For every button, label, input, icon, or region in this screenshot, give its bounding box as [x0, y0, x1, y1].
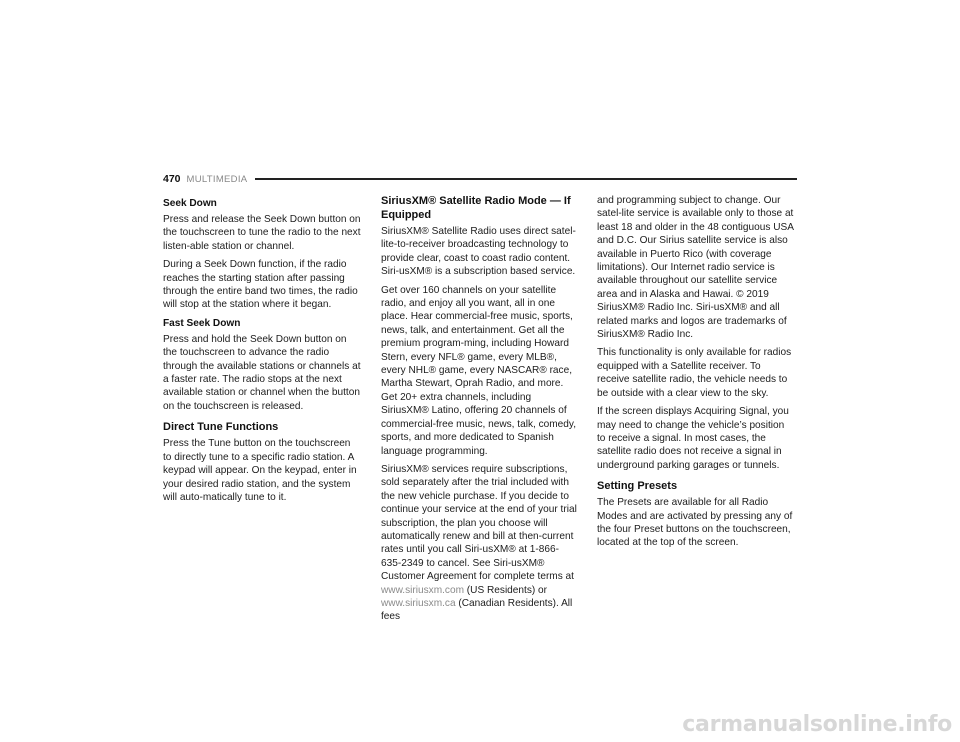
column-middle — [381, 194, 579, 629]
page-number: 470 — [163, 173, 181, 185]
siriusxm-paragraph-3 — [381, 463, 579, 624]
header-rule — [255, 178, 797, 180]
continuation-paragraph-2: This functionality is only available for radios equipped with a Satellite receiver. To receive satellite radio, the vehicle needs to be outside with a clear view to the sky. — [597, 347, 792, 399]
direct-tune-heading: Direct Tune Functions — [163, 421, 279, 434]
seek-down-paragraph-2: During a Seek Down function, if the radio reaches the starting station after passing through the entire band two times, the radio will stop at the station where it began. — [163, 259, 358, 311]
siriusxm-paragraph-3-text-a: SiriusXM® services require subscriptions, sold separately after the trial included with the new vehicle purchase. If you decide to continue your service at the end of your trial subscription, the plan you choose will automatically renew and bill at then-current rates until you call Siri-usXM® at 1-866-635-2349 to cancel. See Siri-usXM® Customer Agreement for complete terms at — [381, 463, 577, 583]
siriusxm-heading: SiriusXM® Satellite Radio Mode — If Equipped — [381, 195, 571, 221]
continuation-paragraph-3: If the screen displays Acquiring Signal, you may need to change the vehicle’s position to receive a signal. In most cases, the satellite radio does not receive a signal in underground parking garages or tunnels. — [597, 406, 789, 471]
column-left — [163, 194, 361, 509]
page-header — [163, 171, 797, 187]
section-name: MULTIMEDIA — [186, 173, 248, 185]
seek-down-paragraph-1: Press and release the Seek Down button on the touchscreen to tune the radio to the next listen-able station or channel. — [163, 214, 361, 252]
siriusxm-paragraph-3-text-b: (US Residents) or — [464, 584, 548, 596]
siriusxm-us-link[interactable]: www.siriusxm.com — [381, 584, 464, 596]
fast-seek-down-heading: Fast Seek Down — [163, 317, 241, 329]
setting-presets-heading: Setting Presets — [597, 480, 678, 493]
column-right — [597, 194, 795, 555]
siriusxm-paragraph-2: Get over 160 channels on your satellite radio, and enjoy all you want, all in one place. Hear commercial-free music, sports, news, talk, and entertainment. Get all the premium program-ming, including Howard Stern, every NFL® game, every MLB®, every NHL® game, every NASCAR® race, Martha Stewart, Oprah Radio, and more. Get 20+ extra channels, including SiriusXM® Latino, offering 20 channels of commercial-free music, news, talk, comedy, sports, and more dedicated to Spanish language programming. — [381, 284, 577, 457]
fast-seek-down-paragraph: Press and hold the Seek Down button on the touchscreen to advance the radio through the available stations or channels at a faster rate. The radio stops at the next available station or channel when the button on the touchscreen is released. — [163, 333, 361, 412]
direct-tune-paragraph: Press the Tune button on the touchscreen to directly tune to a specific radio station. A keypad will appear. On the keypad, enter in your desired radio station, and the system will auto-matically tune to it. — [163, 438, 357, 503]
watermark: carmanualsonline.info — [682, 712, 952, 737]
siriusxm-paragraph-1: SiriusXM® Satellite Radio uses direct satel-lite-to-receiver broadcasting technology to provide clear, coast to coast radio content. Siri-usXM® is a subscription based service. — [381, 226, 576, 278]
seek-down-heading: Seek Down — [163, 198, 217, 209]
continuation-paragraph-1: and programming subject to change. Our satel-lite service is available only to those at least 18 and older in the 48 contiguous USA and D.C. Our Sirius satellite service is also available in Puerto Rico (with coverage limitations). Our Internet radio service is available throughout our satellite service area and in Alaska and Hawai. © 2019 SiriusXM® Radio Inc. Siri-usXM® and all related marks and logos are trademarks of SiriusXM® Radio Inc. — [597, 195, 794, 341]
siriusxm-paragraph-3-text-c: (Canadian Residents). All fees — [381, 597, 573, 623]
siriusxm-ca-link[interactable]: www.siriusxm.ca — [381, 597, 456, 609]
setting-presets-paragraph: The Presets are available for all Radio Modes and are activated by pressing any of the four Preset buttons on the touchscreen, located at the top of the screen. — [597, 497, 793, 549]
